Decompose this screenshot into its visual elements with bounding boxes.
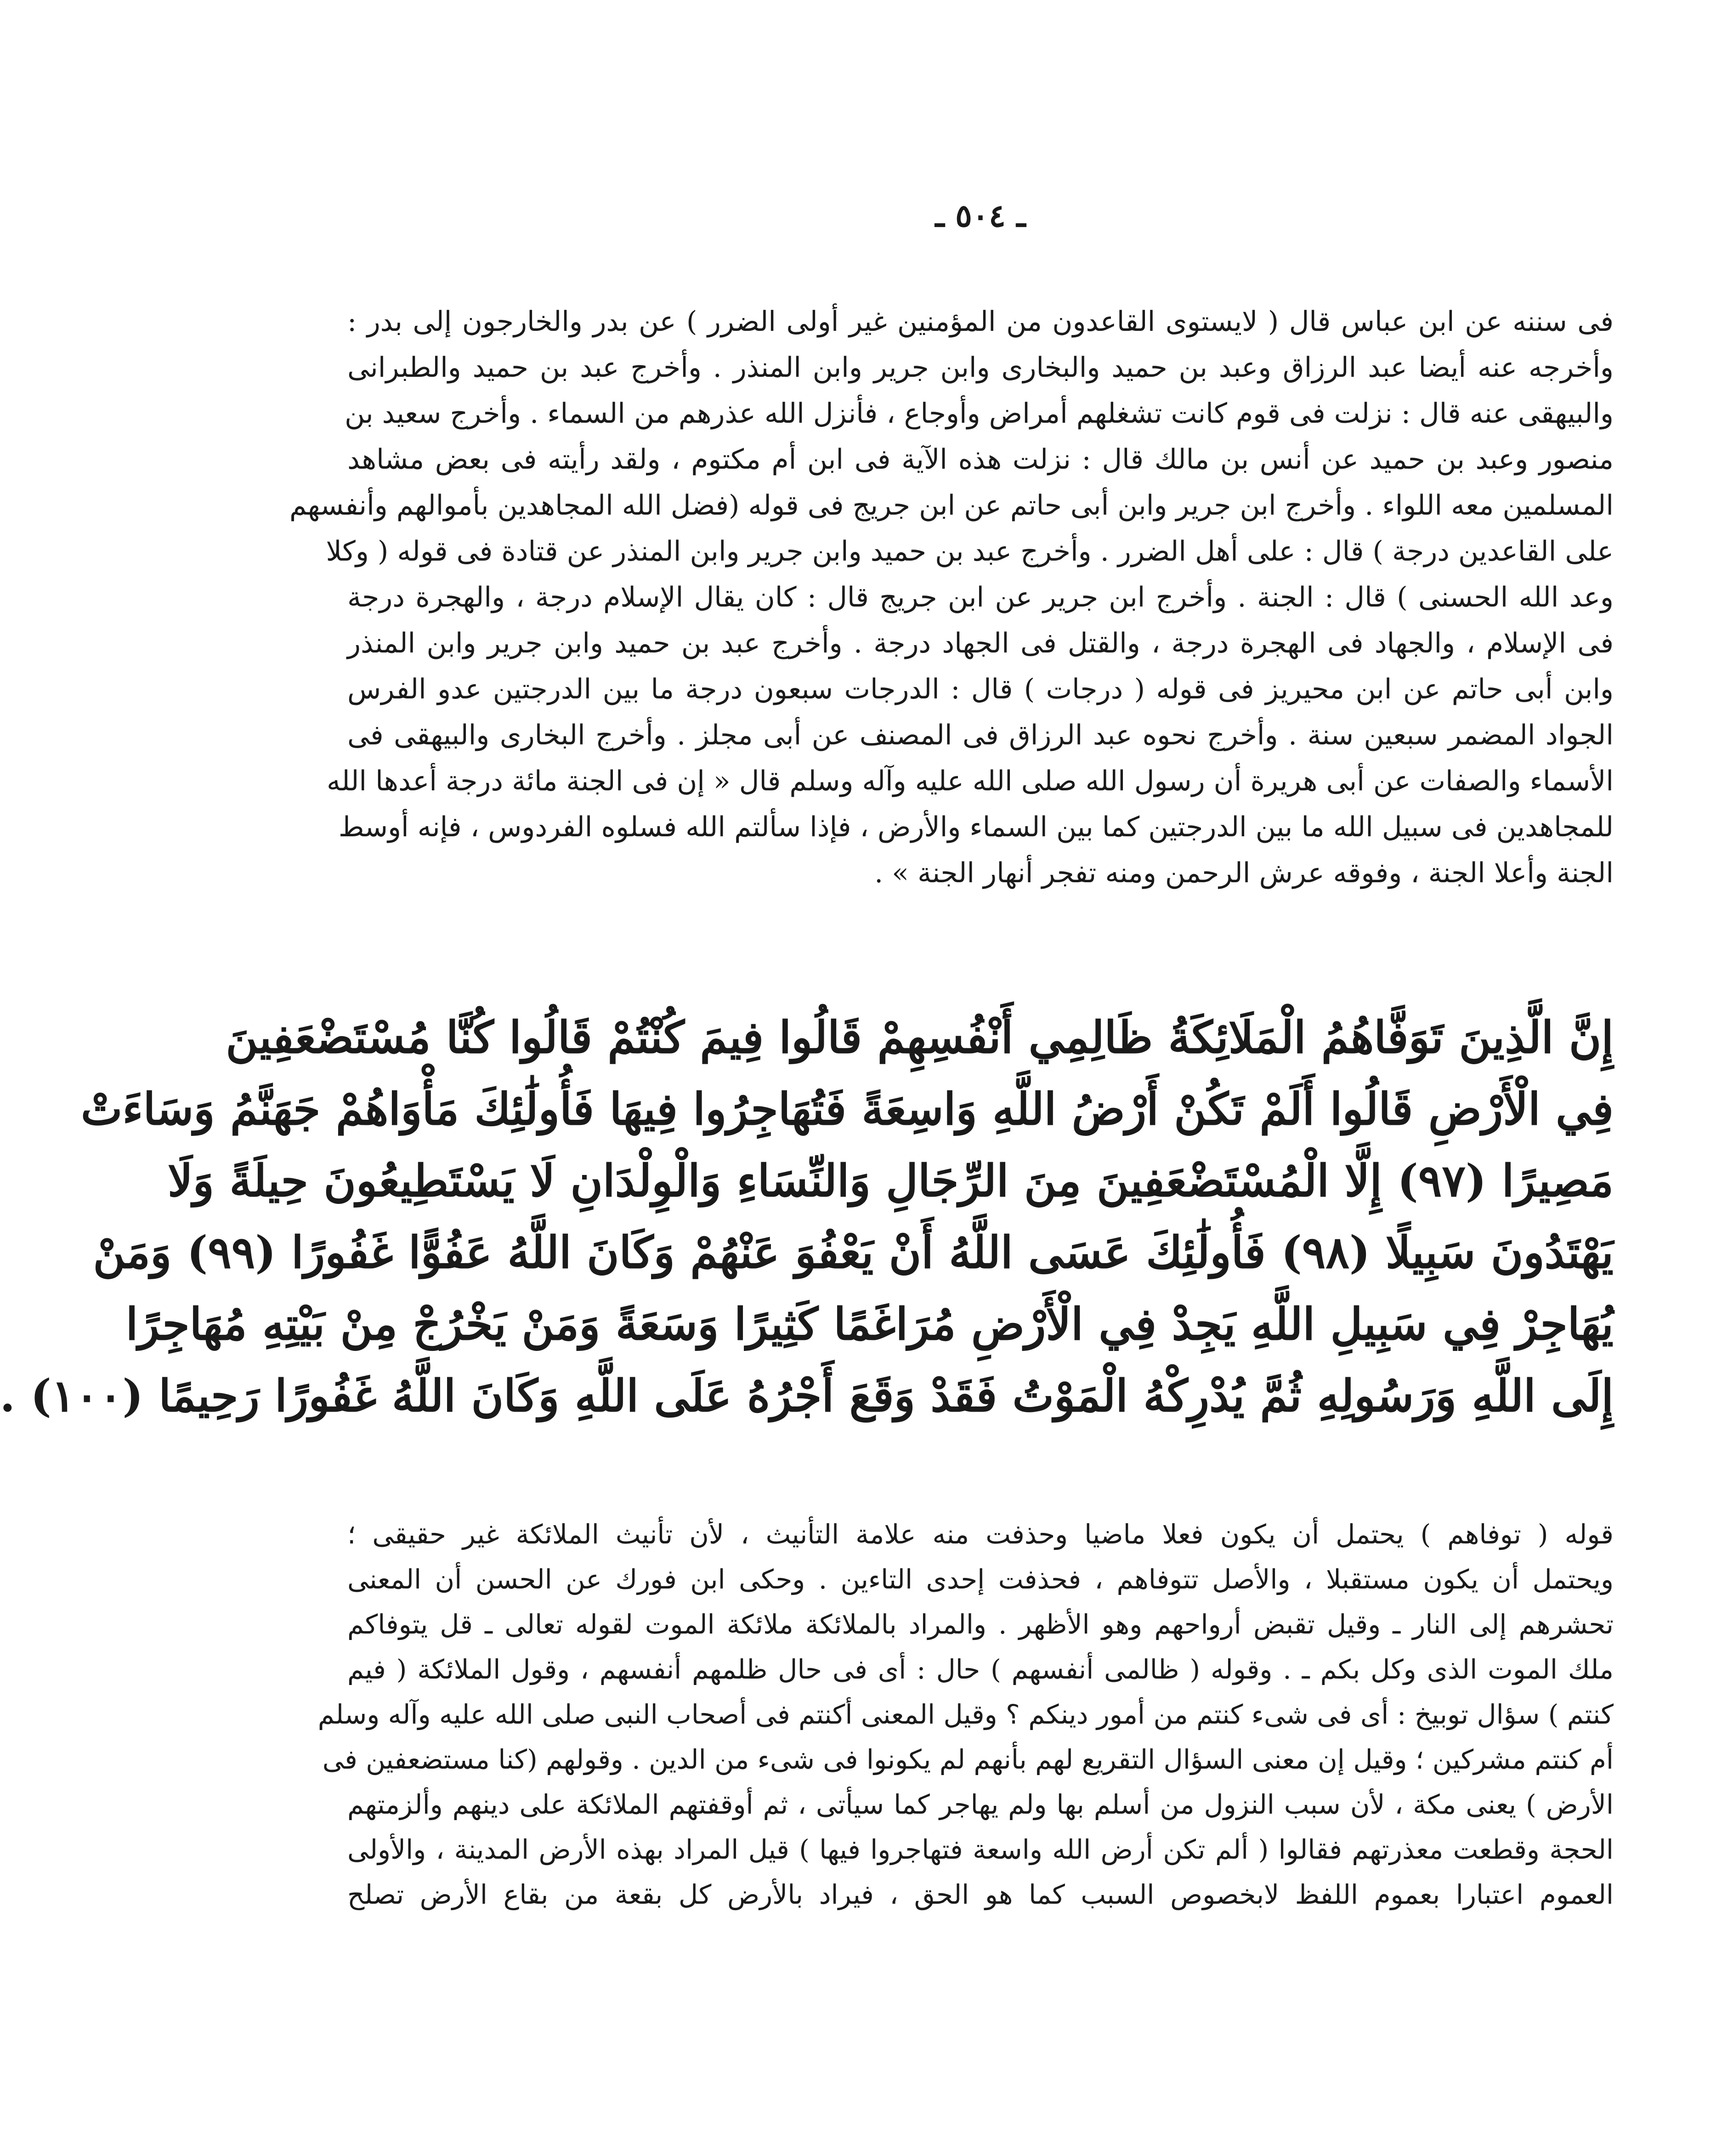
text-line: قوله ( توفاهم ) يحتمل أن يكون فعلا ماضيا وحذفت منه علامة التأنيث ، لأن تأنيث الملائكة غير حقيقى ؛ — [347, 1519, 1614, 1550]
text-line: الحجة وقطعت معذرتهم فقالوا ( ألم تكن أرض الله واسعة فتهاجروا فيها ) قيل المراد بهذه الأرض المدينة ، والأولى — [347, 1834, 1614, 1865]
text-line: الجواد المضمر سبعين سنة . وأخرج نحوه عبد الرزاق فى المصنف عن أبى مجلز . وأخرج البخارى والبيهقى فى — [347, 719, 1614, 751]
text-line: ملك الموت الذى وكل بكم ـ . وقوله ( ظالمى أنفسهم ) حال : أى فى حال ظلمهم أنفسهم ، وقول الملائكة ( فيم — [347, 1654, 1614, 1685]
text-line: المسلمين معه اللواء . وأخرج ابن جرير وابن أبى حاتم عن ابن جريج فى قوله (فضل الله المجاهدين بأموالهم وأنفسهم — [289, 489, 1614, 522]
text-line: والبيهقى عنه قال : نزلت فى قوم كانت تشغلهم أمراض وأوجاع ، فأنزل الله عذرهم من السماء . وأخرج سعيد بن — [345, 397, 1614, 430]
text-line: أم كنتم مشركين ؛ وقيل إن معنى السؤال التقريع لهم بأنهم لم يكونوا فى شىء من الدين . وقولهم (كنا مستضعفين فى — [322, 1744, 1614, 1775]
verse-line: إِلَى اللَّهِ وَرَسُولِهِ ثُمَّ يُدْرِكْهُ الْمَوْتُ فَقَدْ وَقَعَ أَجْرُهُ عَلَى اللَّهِ وَكَانَ اللَّهُ غَفُورًا رَحِيمًا (١٠٠) . — [0, 1370, 1614, 1422]
text-line: الجنة وأعلا الجنة ، وفوقه عرش الرحمن ومنه تفجر أنهار الجنة » . — [874, 857, 1614, 889]
verse-line: فِي الْأَرْضِ قَالُوا أَلَمْ تَكُنْ أَرْضُ اللَّهِ وَاسِعَةً فَتُهَاجِرُوا فِيهَا فَأُولَٰئِكَ مَأْوَاهُمْ جَهَنَّمُ وَسَاءَتْ — [81, 1083, 1614, 1135]
text-line: الأسماء والصفات عن أبى هريرة أن رسول الله صلى الله عليه وآله وسلم قال « إن فى الجنة مائة درجة أعدها الله — [327, 765, 1614, 797]
verse-line: مَصِيرًا (٩٧) إِلَّا الْمُسْتَضْعَفِينَ مِنَ الرِّجَالِ وَالنِّسَاءِ وَالْوِلْدَانِ لَا يَسْتَطِيعُونَ حِيلَةً وَلَا — [167, 1155, 1614, 1207]
text-line: ويحتمل أن يكون مستقبلا ، والأصل تتوفاهم ، فحذفت إحدى التاءين . وحكى ابن فورك عن الحسن أن المعنى — [347, 1564, 1614, 1595]
commentary-top — [289, 299, 1614, 896]
text-line: وابن أبى حاتم عن ابن محيريز فى قوله ( درجات ) قال : الدرجات سبعون درجة ما بين الدرجتين عدو الفرس — [347, 673, 1614, 705]
text-line: منصور وعبد بن حميد عن أنس بن مالك قال : نزلت هذه الآية فى ابن أم مكتوم ، ولقد رأيته فى بعض مشاهد — [347, 443, 1614, 476]
text-line: للمجاهدين فى سبيل الله ما بين الدرجتين كما بين السماء والأرض ، فإذا سألتم الله فسلوه الفردوس ، فإنه أوسط — [338, 811, 1614, 843]
page-number: ـ ٥٠٤ ـ — [935, 198, 1026, 234]
verse-line: إِنَّ الَّذِينَ تَوَفَّاهُمُ الْمَلَائِكَةُ ظَالِمِي أَنْفُسِهِمْ قَالُوا فِيمَ كُنْتُمْ قَالُوا كُنَّا مُسْتَضْعَفِينَ — [226, 1011, 1614, 1063]
text-line: الأرض ) يعنى مكة ، لأن سبب النزول من أسلم بها ولم يهاجر كما سيأتى ، ثم أوقفتهم الملائكة على دينهم وألزمتهم — [347, 1789, 1614, 1820]
text-line: العموم اعتبارا بعموم اللفظ لابخصوص السبب كما هو الحق ، فيراد بالأرض كل بقعة من بقاع الأرض تصلح — [347, 1879, 1614, 1910]
text-line: تحشرهم إلى النار ـ وقيل تقبض أرواحهم وهو الأظهر . والمراد بالملائكة ملائكة الموت لقوله تعالى ـ قل يتوفاكم — [347, 1609, 1614, 1640]
text-line: وعد الله الحسنى ) قال : الجنة . وأخرج ابن جرير عن ابن جريج قال : كان يقال الإسلام درجة ، والهجرة درجة — [347, 581, 1614, 613]
text-line: على القاعدين درجة ) قال : على أهل الضرر . وأخرج عبد بن حميد وابن جرير وابن المنذر عن قتادة فى قوله ( وكلا — [326, 535, 1614, 567]
text-line: فى سننه عن ابن عباس قال ( لايستوى القاعدون من المؤمنين غير أولى الضرر ) عن بدر والخارجون إلى بدر : — [347, 306, 1614, 338]
verse-line: يَهْتَدُونَ سَبِيلًا (٩٨) فَأُولَٰئِكَ عَسَى اللَّهُ أَنْ يَعْفُوَ عَنْهُمْ وَكَانَ اللَّهُ عَفُوًّا غَفُورًا (٩٩) وَمَنْ — [93, 1226, 1614, 1278]
commentary-bottom — [317, 1512, 1614, 1917]
quran-verses — [0, 1002, 1614, 1432]
verse-line: يُهَاجِرْ فِي سَبِيلِ اللَّهِ يَجِدْ فِي الْأَرْضِ مُرَاغَمًا كَثِيرًا وَسَعَةً وَمَنْ يَخْرُجْ مِنْ بَيْتِهِ مُهَاجِرًا — [125, 1298, 1614, 1350]
text-line: كنتم ) سؤال توبيخ : أى فى شىء كنتم من أمور دينكم ؟ وقيل المعنى أكنتم فى أصحاب النبى صلى الله عليه وآله وسلم — [317, 1699, 1614, 1730]
text-line: وأخرجه عنه أيضا عبد الرزاق وعبد بن حميد والبخارى وابن جرير وابن المنذر . وأخرج عبد بن حميد والطبرانى — [347, 352, 1614, 384]
text-line: فى الإسلام ، والجهاد فى الهجرة درجة ، والقتل فى الجهاد درجة . وأخرج عبد بن حميد وابن جرير وابن المنذر — [347, 627, 1614, 659]
